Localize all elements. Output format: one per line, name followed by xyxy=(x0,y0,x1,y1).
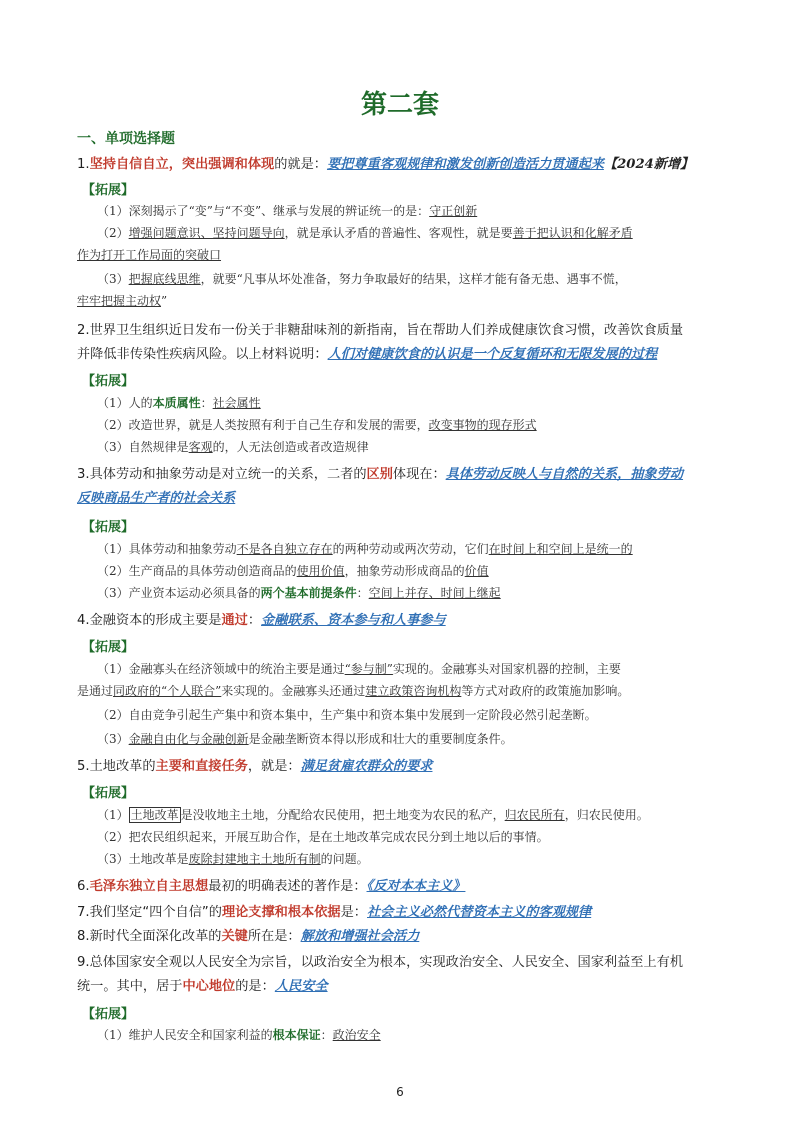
answer: 反映商品生产者的社会关系 xyxy=(77,491,236,506)
question-2: 2.世界卫生组织近日发布一份关于非糖甜味剂的新指南，旨在帮助人们养成健康饮食习惯，改善饮食质量 xyxy=(77,323,684,338)
question-5: 5.土地改革的主要和直接任务，就是：满足贫雇农群众的要求 xyxy=(77,759,433,774)
keyword: 坚持自信自立，突出强调和体现 xyxy=(89,157,275,172)
question-3: 3.具体劳动和抽象劳动是对立统一的关系，二者的区别体现在：具体劳动反映人与自然的关系，抽象劳动 xyxy=(77,467,684,482)
extension-label: 【拓展】 xyxy=(82,183,135,198)
extension-label: 【拓展】 xyxy=(82,520,135,535)
question-4: 4.金融资本的形成主要是通过：金融联系、资本参与和人事参与 xyxy=(77,613,446,628)
answer: 具体劳动反映人与自然的关系，抽象劳动 xyxy=(445,467,684,482)
question-6: 6.毛泽东独立自主思想最初的明确表述的著作是：《反对本本主义》 xyxy=(77,879,466,894)
keyword: 通过 xyxy=(221,613,248,628)
extension-item: （3）土地改革是废除封建地主土地所有制的问题。 xyxy=(97,852,369,866)
keyword: 毛泽东独立自主思想 xyxy=(89,879,209,894)
new-tag: 【2024新增】 xyxy=(603,157,694,172)
extension-label: 【拓展】 xyxy=(82,640,135,655)
extension-item: （2）生产商品的具体劳动创造商品的使用价值，抽象劳动形成商品的价值 xyxy=(97,564,489,578)
answer: 人民安全 xyxy=(274,979,328,994)
extension-item: （2）自由竞争引起生产集中和资本集中，生产集中和资本集中发展到一定阶段必然引起垄断。 xyxy=(97,708,597,722)
extension-item: （2）把农民组织起来，开展互助合作，是在土地改革完成农民分到土地以后的事情。 xyxy=(97,830,549,844)
keyword: 主要和直接任务 xyxy=(155,759,248,774)
extension-item: （1）深刻揭示了“变”与“不变”、继承与发展的辨证统一的是：守正创新 xyxy=(97,204,478,218)
answer: 社会主义必然代替资本主义的客观规律 xyxy=(367,905,592,920)
extension-item: （1）维护人民安全和国家利益的根本保证：政治安全 xyxy=(97,1028,381,1042)
answer: 金融联系、资本参与和人事参与 xyxy=(261,613,446,628)
extension-item: （1） 土地改革 是没收地主土地，分配给农民使用，把土地变为农民的私产，归农民所有，归农民使用。 xyxy=(97,808,649,822)
extension-label: 【拓展】 xyxy=(82,786,135,801)
extension-item: （3）产业资本运动必须具备的两个基本前提条件：空间上并存、时间上继起 xyxy=(97,586,501,600)
question-3-cont xyxy=(77,488,727,510)
extension-item: （1）具体劳动和抽象劳动不是各自独立存在的两种劳动或两次劳动，它们在时间上和空间上是统一的 xyxy=(97,542,633,556)
question-1: 1.坚持自信自立，突出强调和体现的就是：要把尊重客观规律和激发创新创造活力贯通起来【2024新增】 xyxy=(77,157,694,172)
extension-label: 【拓展】 xyxy=(82,1007,135,1022)
question-9: 9.总体国家安全观以人民安全为宗旨，以政治安全为根本，实现政治安全、人民安全、国家利益至上有机 xyxy=(77,955,684,970)
answer: 要把尊重客观规律和激发创新创造活力贯通起来 xyxy=(326,157,604,172)
page-number: 6 xyxy=(396,1085,404,1099)
boxed-term: 土地改革 xyxy=(130,808,179,822)
keyword: 中心地位 xyxy=(182,979,236,994)
answer: 人们对健康饮食的认识是一个反复循环和无限发展的过程 xyxy=(327,347,658,362)
extension-item-cont: 是通过同政府的“个人联合”来实现的。金融寡头还通过建立政策咨询机构等方式对政府的政策施加影响。 xyxy=(77,684,630,698)
answer: 解放和增强社会活力 xyxy=(300,929,420,944)
section-heading: 一、单项选择题 xyxy=(77,131,175,147)
keyword: 关键 xyxy=(221,929,248,944)
question-7: 7.我们坚定“四个自信”的理论支撑和根本依据是：社会主义必然代替资本主义的客观规律 xyxy=(77,905,592,920)
answer: 《反对本本主义》 xyxy=(366,879,466,894)
extension-item: （3）自然规律是客观的，人无法创造或者改造规律 xyxy=(97,440,369,454)
extension-item: （3）金融自由化与金融创新是金融垄断资本得以形成和壮大的重要制度条件。 xyxy=(97,732,513,746)
extension-item: （2）改造世界，就是人类按照有利于自己生存和发展的需要，改变事物的现存形式 xyxy=(97,418,537,432)
extension-label: 【拓展】 xyxy=(82,374,135,389)
extension-item: （3）把握底线思维，就要“凡事从坏处准备，努力争取最好的结果，这样才能有备无患、遇事不慌， xyxy=(97,272,627,286)
extension-item-cont: 牢牢把握主动权” xyxy=(77,294,168,308)
extension-item: （1）金融寡头在经济领域中的统治主要是通过“参与制”实现的。金融寡头对国家机器的控制，主要 xyxy=(97,662,621,676)
extension-item: （1）人的本质属性：社会属性 xyxy=(97,396,261,410)
extension-item-cont: 作为打开工作局面的突破口 xyxy=(77,248,222,262)
page-title: 第二套 xyxy=(360,90,439,120)
keyword: 区别 xyxy=(366,467,393,482)
extension-item: （2）增强问题意识、坚持问题导向，就是承认矛盾的普遍性、客观性，就是要善于把认识和化解矛盾 xyxy=(97,226,633,240)
answer: 满足贫雇农群众的要求 xyxy=(300,759,433,774)
question-8: 8.新时代全面深化改革的关键所在是：解放和增强社会活力 xyxy=(77,929,420,944)
question-2-cont: 并降低非传染性疾病风险。以上材料说明：人们对健康饮食的认识是一个反复循环和无限发展的过程 xyxy=(77,347,658,362)
keyword: 理论支撑和根本依据 xyxy=(221,905,341,920)
question-9-cont: 统一。其中，居于中心地位的是：人民安全 xyxy=(77,979,328,994)
